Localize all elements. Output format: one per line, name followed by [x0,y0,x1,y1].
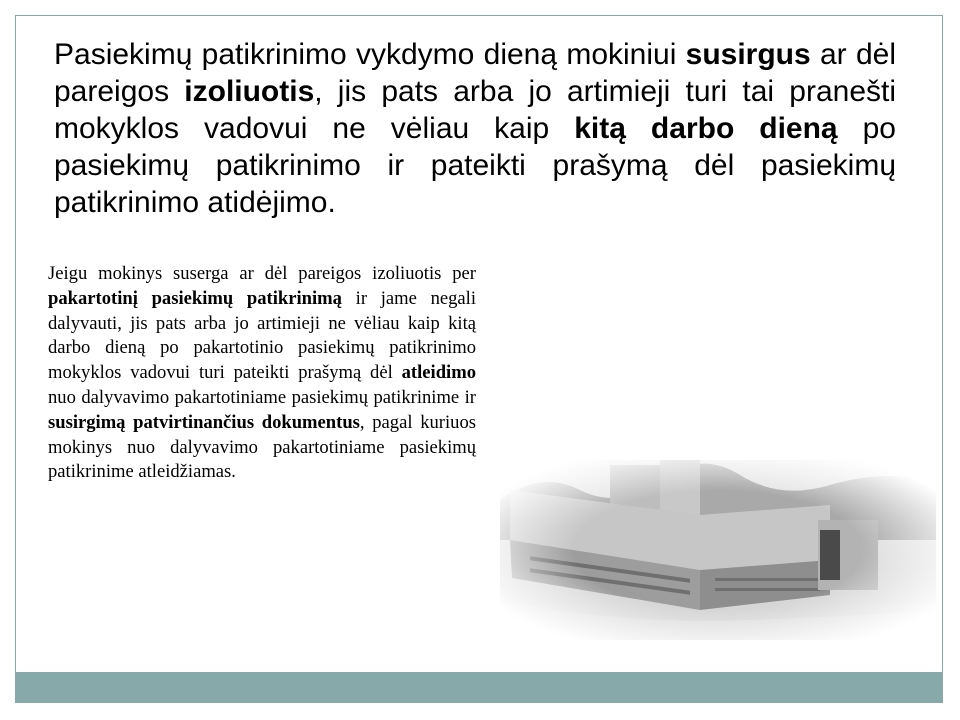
side-text-run: nuo dalyvavimo pakartotiniame pasiekimų patikrinime ir [48,386,476,408]
side-text-run: , pagal kuriuos mokinys nuo dalyvavimo pakartotiniame pasiekimų patikrinime atleidžiamas. [48,411,476,483]
side-paragraph [48,262,476,485]
footer-bar [16,672,942,702]
main-text-bold-run: kitą darbo dieną [574,112,838,145]
side-text-bold-run: pakartotinį pasiekimų patikrinimą [48,287,342,309]
main-paragraph [54,36,896,221]
main-text-bold-run: izoliuotis [184,75,315,108]
side-text-run: Jeigu mokinys suserga ar dėl pareigos izoliuotis per [48,263,476,284]
school-building-photo [500,460,936,640]
main-text-run: , jis pats arba jo artimieji turi tai pranešti mokyklos vadovui ne vėliau kaip [54,75,897,145]
side-text-bold-run: atleidimo [401,362,476,384]
main-text-run: Pasiekimų patikrinimo vykdymo dieną mokiniui [54,38,686,71]
main-text-run: po pasiekimų patikrinimo ir pateikti prašymą dėl pasiekimų patikrinimo atidėjimo. [54,112,896,219]
side-text-bold-run: susirgimą patvirtinančius dokumentus [48,411,360,433]
side-text-run: ir jame negali dalyvauti, jis pats arba jo artimieji ne vėliau kaip kitą darbo dieną po pakartotinio pasiekimų patikrinimo mokyklos vadovui turi pateikti prašymą dėl [48,287,476,384]
main-text-run: ar dėl pareigos [54,38,896,108]
main-text-bold-run: susirgus [685,38,811,71]
